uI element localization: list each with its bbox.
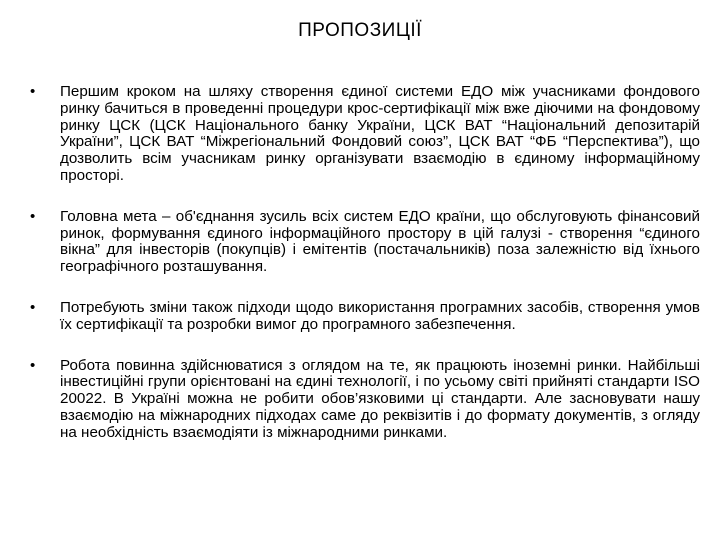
bullet-text: Першим кроком на шляху створення єдиної системи ЕДО між учасниками фондового ринку бачиться в проведенні процедури крос-сертифікації між вже діючими на фондовому ринку ЦСК (ЦСК Національного банку України, ЦСК ВАТ “Національний депозитарій України”, ЦСК ВАТ “Міжрегіональний Фондовий союз”, ЦСК ВАТ “ФБ “Перспектива”), що дозволить всім учасникам ринку організувати взаємодію в єдиному інформаційному просторі. bbox=[60, 83, 700, 184]
bullet-marker: • bbox=[30, 298, 36, 316]
bullet-item bbox=[30, 358, 700, 442]
slide-title: ПРОПОЗИЦІЇ bbox=[298, 20, 422, 41]
bullet-text: Робота повинна здійснюватися з оглядом на те, як працюють іноземні ринки. Найбільші інвестиційні групи орієнтовані на єдині технології, і по усьому світі прийняті стандарти ISO 20022. В Україні можна не робити обов’язковими ці стандарти. Але засновувати нашу взаємодію на міжнародних підходах саме до реквізитів і до формату документів, з огляду на необхідність взаємодіяти із міжнародними ринками. bbox=[60, 356, 700, 441]
bullet-text: Головна мета – об'єднання зусиль всіх систем ЕДО країни, що обслуговують фінансовий ринок, формування єдиного інформаційного простору в цій галузі - створення “єдиного вікна” для інвесторів (покупців) і емітентів (постачальників) поза залежністю від їхнього географічного розташування. bbox=[60, 207, 700, 276]
bullet-marker: • bbox=[30, 83, 36, 100]
bullet-item bbox=[30, 209, 700, 276]
bullet-marker: • bbox=[30, 356, 36, 374]
bullet-marker: • bbox=[30, 207, 36, 225]
bullet-list bbox=[30, 84, 700, 460]
bullet-item bbox=[30, 84, 700, 185]
bullet-item bbox=[30, 300, 700, 334]
bullet-text: Потребують зміни також підходи щодо використання програмних засобів, створення умов їх сертифікації та розробки вимог до програмного забезпечення. bbox=[60, 298, 700, 333]
